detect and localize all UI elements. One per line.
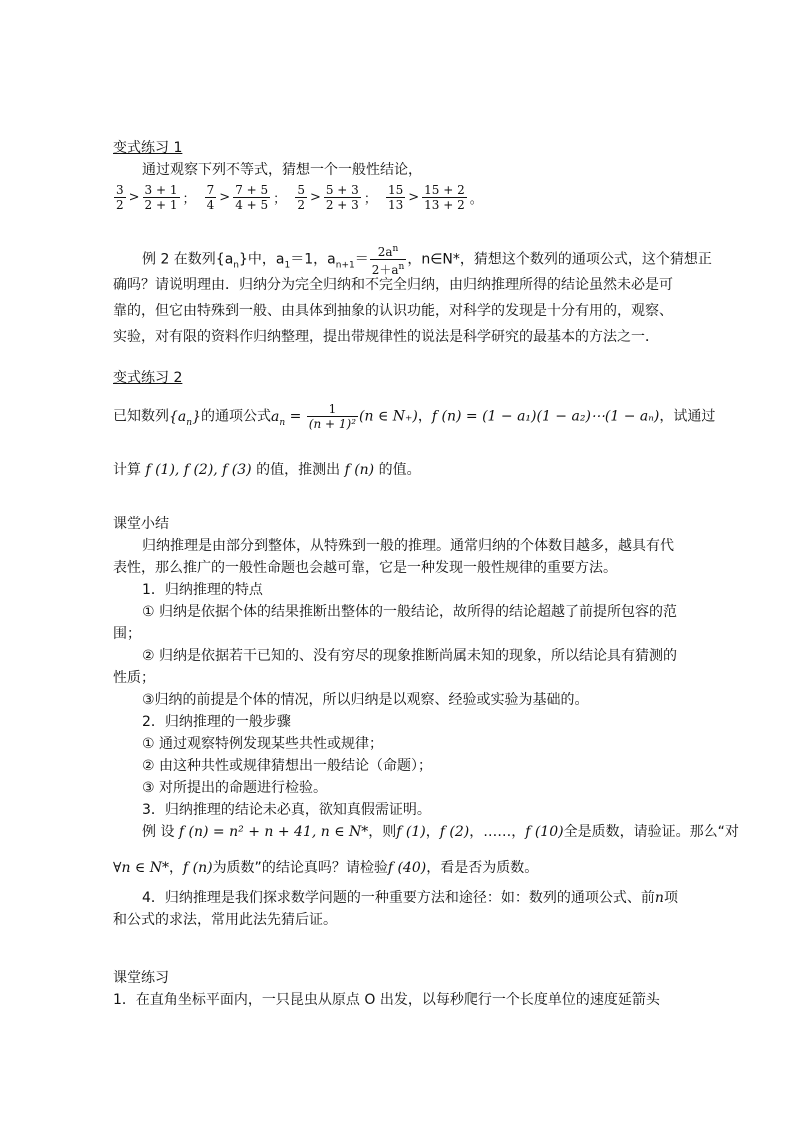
summary-s2: ② 由这种共性或规律猜想出一般结论（命题）； <box>142 758 432 774</box>
practice-heading: 课堂练习 <box>113 970 169 986</box>
summary-h4b: 和公式的求法，常用此法先猜后证。 <box>113 912 337 928</box>
example2-line3: 靠的，但它由特殊到一般、由具体到抽象的认识功能，对科学的发现是十分有用的，观察、 <box>113 303 673 319</box>
summary-c3: ③归纳的前提是个体的情况，所以归纳是以观察、经验或实验为基础的。 <box>142 692 589 708</box>
recurrence-fraction: $\frac{2a^n}{2+a^n}$ <box>371 244 405 277</box>
summary-heading: 课堂小结 <box>113 516 169 532</box>
summary-h4a: 4．归纳推理是我们探求数学问题的一种重要方法和途径：如：数列的通项公式、前n项 <box>142 890 678 906</box>
practice-q1: 1．在直角坐标平面内，一只昆虫从原点 O 出发，以每秒爬行一个长度单位的速度延箭头 <box>113 992 660 1008</box>
inequality-4: $\frac{15}{13}$ > $\frac{15 + 2}{13 + 2}$ 。 <box>387 183 483 212</box>
summary-h1: 1．归纳推理的特点 <box>142 582 263 598</box>
summary-example-line2: ∀n ∈ N*，f (n)为质数”的结论真吗？请检验f (40)，看是否为质数。 <box>113 860 539 876</box>
summary-s3: ③ 对所提出的命题进行检验。 <box>142 780 328 796</box>
summary-s1: ① 通过观察特例发现某些共性或规律； <box>142 736 383 752</box>
exercise1-heading: 变式练习 1 <box>113 140 183 156</box>
summary-h3: 3．归纳推理的结论未必真，欲知真假需证明。 <box>142 802 431 818</box>
summary-c1a: ① 归纳是依据个体的结果推断出整体的一般结论，故所得的结论超越了前提所包容的范 <box>142 604 677 620</box>
example2-line1: 例 2 在数列$\{a_n\}$中，$a_1=1$，$a_{n+1}=$ $\frac{2a^n}{2+a^n}$ ，n∈N*，猜想这个数列的通项公式，这个猜想正 <box>142 244 712 277</box>
exercise1-intro: 通过观察下列不等式，猜想一个一般性结论， <box>142 162 422 178</box>
summary-c1b: 围； <box>113 626 141 642</box>
inequality-1: $\frac{3}{2}$ > $\frac{3 + 1}{2 + 1}$ ； <box>116 183 196 212</box>
inequality-3: $\frac{5}{2}$ > $\frac{5 + 3}{2 + 3}$ ； <box>297 183 377 212</box>
example2-line4: 实验，对有限的资料作归纳整理，提出带规律性的说法是科学研究的最基本的方法之一． <box>113 329 659 345</box>
exercise2-heading: 变式练习 2 <box>113 370 183 386</box>
summary-p1a: 归纳推理是由部分到整体，从特殊到一般的推理。通常归纳的个体数目越多，越具有代 <box>142 538 674 554</box>
summary-c2b: 性质； <box>113 670 155 686</box>
summary-p1b: 表性，那么推广的一般性命题也会越可靠，它是一种发现一般性规律的重要方法。 <box>113 560 617 576</box>
exercise2-line1: 已知数列$\{a_n\}$的通项公式$a_n$ = $\frac{1}{\text{(n + 1)²}}$ (n ∈ N₊)，f (n) = (1 − a₁)(1 − a₂)⋯(1 − aₙ)，试通过 <box>113 402 716 431</box>
general-term-fraction: $\frac{1}{\text{(n + 1)²}}$ <box>308 402 357 431</box>
example2-line2: 确吗？请说明理由．归纳分为完全归纳和不完全归纳，由归纳推理所得的结论虽然未必是可 <box>113 277 673 293</box>
inequality-2: $\frac{7}{4}$ > $\frac{7 + 5}{4 + 5}$ ； <box>206 183 287 212</box>
summary-c2a: ② 归纳是依据若干已知的、没有穷尽的现象推断尚属未知的现象，所以结论具有猜测的 <box>142 648 677 664</box>
summary-example-line1: 例 设 f (n) = n² + n + 41, n ∈ N*，则f (1)，f (2)，……，f (10)全是质数，请验证。那么“对 <box>142 824 739 840</box>
exercise1-inequalities <box>113 183 487 212</box>
exercise2-line2: 计算 f (1), f (2), f (3) 的值，推测出 f (n) 的值。 <box>113 462 421 478</box>
summary-h2: 2．归纳推理的一般步骤 <box>142 714 291 730</box>
